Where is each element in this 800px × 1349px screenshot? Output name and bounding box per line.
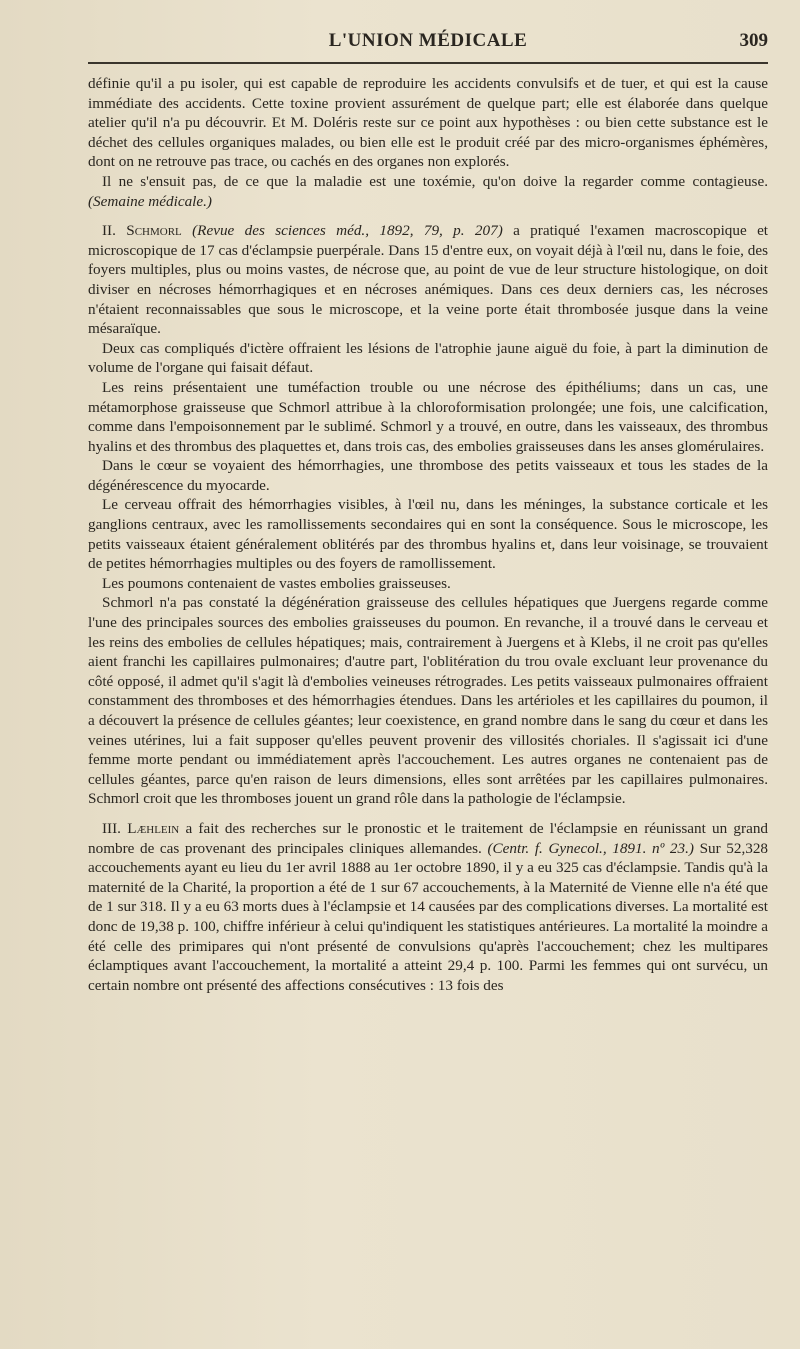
paragraph-kidneys: Les reins présentaient une tuméfaction trouble ou une nécrose des épithéliums; dans un cas, une métamorphose graisseuse que Schmorl attribue à la chloroformisation prolongée; une fois, une calcification, comme dans l'empoisonnement par le sublimé. Schmorl y a trouvé, en outre, dans les vaisseaux, des thrombus hyalins et des thrombus des plaquettes et, dans trois cas, des embolies graisseuses dans les anses glomérulaires. (88, 378, 768, 455)
source-note: (Semaine médicale.) (88, 192, 212, 210)
section-text: Sur 52,328 accouchements ayant eu lieu du 1er avril 1888 au 1er octobre 1890, il y a eu 325 cas d'éclampsie. Tandis qu'à la maternité de la Charité, la proportion a été de 1 sur 67 accouchements, à la Maternité de Vienne elle n'a été que de 1 sur 318. Il y a eu 63 morts dues à l'éclampsie et 14 causées par des complications diverses. La mortalité est donc de 19,38 p. 100, chiffre inférieur à celui qu'indiquent les statistiques antérieures. La mortalité la moindre a été celle des primipares qui n'ont présenté de convulsions qu'après l'accouchement; chez les multipares éclamptiques avant l'accouchement, la mortalité a atteint 29,4 p. 100. Parmi les femmes qui ont survécu, un certain nombre ont présenté des affections consécutives : 13 fois des (88, 839, 769, 994)
paragraph-1: définie qu'il a pu isoler, qui est capable de reproduire les accidents convulsifs et de tuer, et qui est la cause immédiate des accidents. Cette toxine provient assurément de quelque part; elle est élaborée dans quelque atelier qu'il n'a pu découvrir. Et M. Doléris reste sur ce point aux hypothèses : ou bien cette substance est le déchet des cellules organiques malades, ou bien elle est le produit créé par des micro-organismes éphémères, dont on ne retrouve pas trace, ou cachés en des organes non explorés. (88, 75, 768, 171)
section-text: a fait des recherches sur le pronostic et le traitement de l'éclampsie en réunissant un grand nombre de cas provenant des principales cliniques allemandes. (88, 819, 769, 857)
section-iii (88, 819, 768, 995)
section-number: III. (102, 819, 121, 837)
section-number: II. (102, 222, 116, 240)
paragraph-brain: Le cerveau offrait des hémorrhagies visibles, à l'œil nu, dans les méninges, la substance corticale et les ganglions centraux, avec les ramollissements secondaires qui en sont la conséquence. Sous le microscope, les petits vaisseaux étaient généralement oblitérés par des thrombus hyalins et, dans leur voisinage, se trouvaient de petites hémorrhagies multiples ou des foyers de ramollissement. (88, 496, 768, 573)
paragraph-heart: Dans le cœur se voyaient des hémorrhagies, une thrombose des petits vaisseaux et tous les stades de la dégénérescence du myocarde. (88, 457, 768, 494)
page-number: 309 (739, 30, 768, 51)
paragraph-icterus: Deux cas compliqués d'ictère offraient les lésions de l'atrophie jaune aiguë du foie, à part la diminution de volume de l'organe qui faisait défaut. (88, 339, 768, 377)
section-text: a pratiqué l'examen macroscopique et microscopique de 17 cas d'éclampsie puerpérale. Dans 15 d'entre eux, on voyait déjà à l'œil nu, dans le foie, des foyers multiples, plus ou moins vastes, de nécrose que, au point de vue de leur structure histologique, on doit diviser en nécroses hémorrhagiques et en nécroses anémiques. Dans ces deux derniers cas, les nécroses n'étaient reconnaissables que sous le microscope, et la veine porte était thrombosée jusque dans la veine mésaraïque. (88, 222, 769, 338)
author-name: Læhlein (127, 819, 180, 837)
journal-title: L'UNION MÉDICALE (328, 30, 528, 51)
reference: (Centr. f. Gynecol., 1891. nº 23.) (487, 839, 694, 857)
reference: (Revue des sciences méd., 1892, 79, p. 207) (192, 222, 503, 240)
section-ii (88, 221, 768, 339)
paragraph-lungs: Les poumons contenaient de vastes embolies graisseuses. (102, 574, 451, 592)
author-name: Schmorl (126, 222, 182, 240)
article-body (88, 64, 768, 995)
running-header (88, 0, 768, 64)
paragraph-hepatic: Schmorl n'a pas constaté la dégénération graisseuse des cellules hépatiques que Juergens regarde comme l'une des principales sources des embolies graisseuses du poumon. En revanche, il a trouvé dans le cerveau et les reins des embolies de cellules hépatiques; mais, contrairement à Juergens et à Klebs, il ne croit pas qu'elles aient franchi les capillaires pulmonaires; d'autre part, l'oblitération du trou ovale excluant leur provenance du côté opposé, il admet qu'il s'agit là d'embolies veineuses rétrogrades. Les petits vaisseaux pulmonaires offraient constamment des thromboses et des hémorrhagies étendues. Dans les artérioles et les capillaires du poumon, il a découvert la présence de cellules géantes; leur coexistence, en grand nombre dans le sang du cœur et dans les veines utérines, lui a fait supposer qu'elles peuvent provenir des villosités choriales. Il s'agissait ici d'une femme morte pendant ou immédiatement après l'accouchement. Les autres organes ne contenaient pas de cellules géantes, parce qu'en raison de leurs dimensions, elles sont arrêtées par les capillaires pulmonaires. Schmorl croit que les thromboses jouent un grand rôle dans la pathologie de l'éclampsie. (88, 594, 768, 808)
paragraph-2: Il ne s'ensuit pas, de ce que la maladie est une toxémie, qu'on doive la regarder comme contagieuse. (Semaine médicale.) (88, 172, 768, 210)
